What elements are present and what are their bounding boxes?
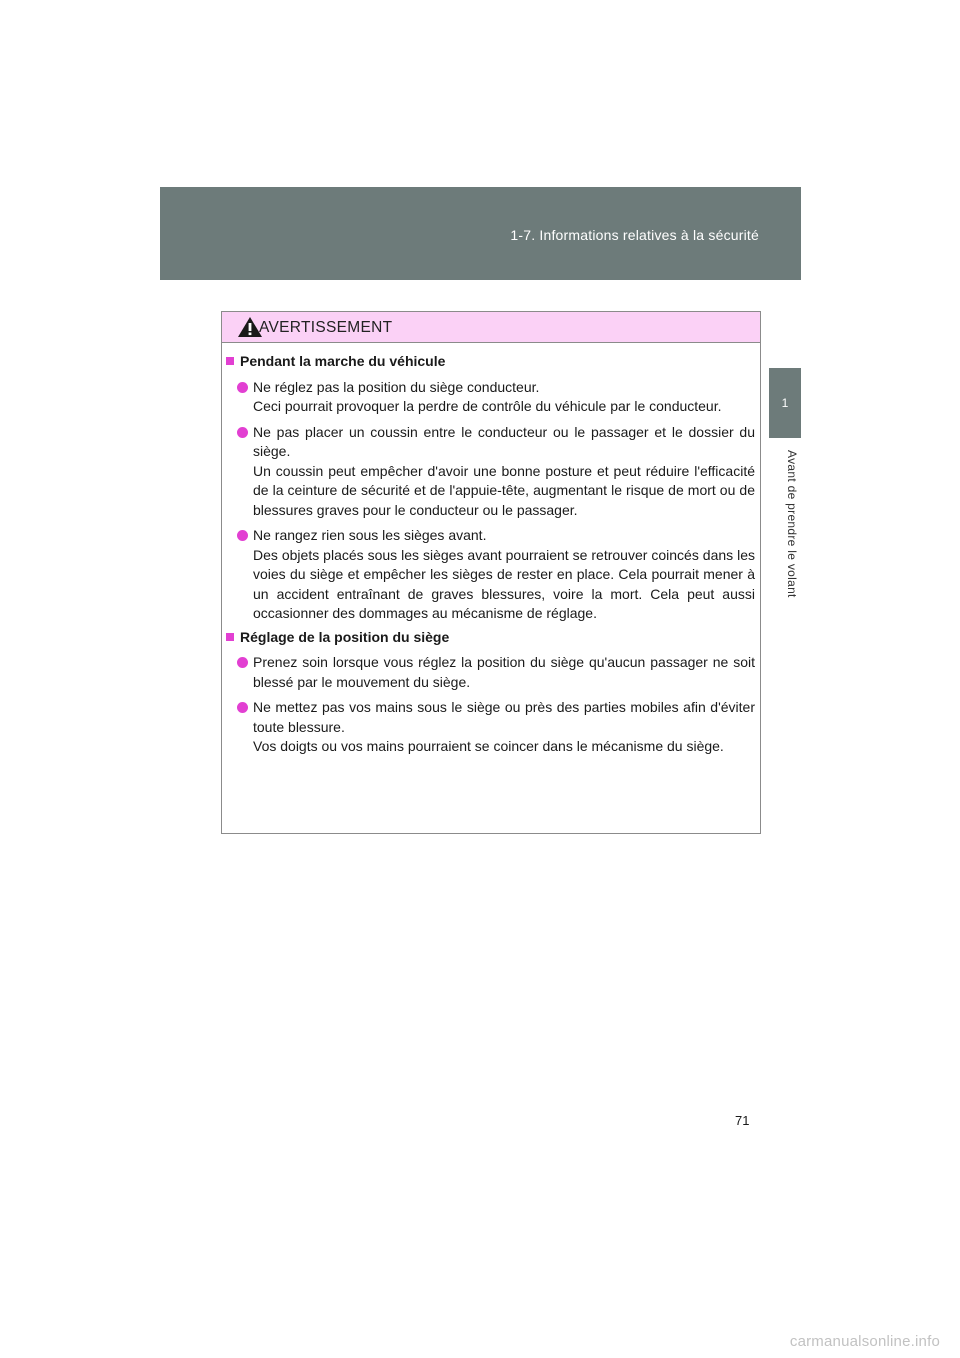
circle-bullet-icon (237, 427, 248, 438)
list-item-text (253, 653, 755, 692)
section-heading-text: Pendant la marche du véhicule (240, 353, 446, 369)
list-item (226, 526, 755, 624)
list-item-text (253, 526, 755, 624)
square-bullet-icon (226, 357, 234, 365)
paragraph: Ne pas placer un coussin entre le conducteur ou le passager et le dossier du siège. (253, 423, 755, 459)
section-title: 1-7. Informations relatives à la sécurité (510, 227, 759, 243)
section-heading (226, 628, 755, 648)
paragraph: Des objets placés sous les sièges avant pourraient se retrouver coincés dans les voies du siège et empêcher les sièges de rester en place. Cela pourrait mener à un accident entraînant de graves blessures, voire la mort. Cela peut aussi occasionner des dommages au mécanisme de réglage. (253, 546, 755, 621)
warning-title: AVERTISSEMENT (259, 319, 393, 336)
circle-bullet-icon (237, 702, 248, 713)
paragraph: Prenez soin lorsque vous réglez la position du siège qu'aucun passager ne soit blessé par le mouvement du siège. (253, 654, 755, 690)
list-item (226, 698, 755, 757)
chapter-label: Avant de prendre le volant (785, 450, 799, 598)
chapter-number: 1 (781, 396, 789, 410)
warning-body (222, 343, 760, 757)
chapter-tab (769, 368, 801, 438)
square-bullet-icon (226, 633, 234, 641)
paragraph: Ne rangez rien sous les sièges avant. (253, 527, 487, 543)
circle-bullet-icon (237, 657, 248, 668)
watermark: carmanualsonline.info (789, 1333, 940, 1350)
list-item-text (253, 423, 755, 521)
circle-bullet-icon (237, 530, 248, 541)
circle-bullet-icon (237, 382, 248, 393)
list-item (226, 423, 755, 521)
paragraph: Ne réglez pas la position du siège conducteur. (253, 378, 540, 395)
section-heading-text: Réglage de la position du siège (240, 628, 450, 645)
page-number: 71 (735, 1113, 750, 1128)
section-heading (226, 352, 755, 372)
warning-box (221, 311, 761, 834)
paragraph: Un coussin peut empêcher d'avoir une bonne posture et peut réduire l'efficacité de la ceinture de sécurité et de l'appuie-tête, augmentant le risque de mort ou de blessures graves pour le conducteur ou le passager. (253, 462, 755, 518)
paragraph: Ceci pourrait provoquer la perdre de contrôle du véhicule par le conducteur. (253, 398, 722, 414)
list-item (226, 378, 755, 417)
warning-header (222, 312, 760, 343)
list-item-text (253, 698, 755, 757)
list-item (226, 653, 755, 692)
paragraph: Ne mettez pas vos mains sous le siège ou près des parties mobiles afin d'éviter toute blessure. (253, 699, 755, 735)
list-item-text (253, 378, 755, 417)
paragraph: Vos doigts ou vos mains pourraient se coincer dans le mécanisme du siège. (253, 738, 724, 754)
header-band (160, 187, 801, 280)
